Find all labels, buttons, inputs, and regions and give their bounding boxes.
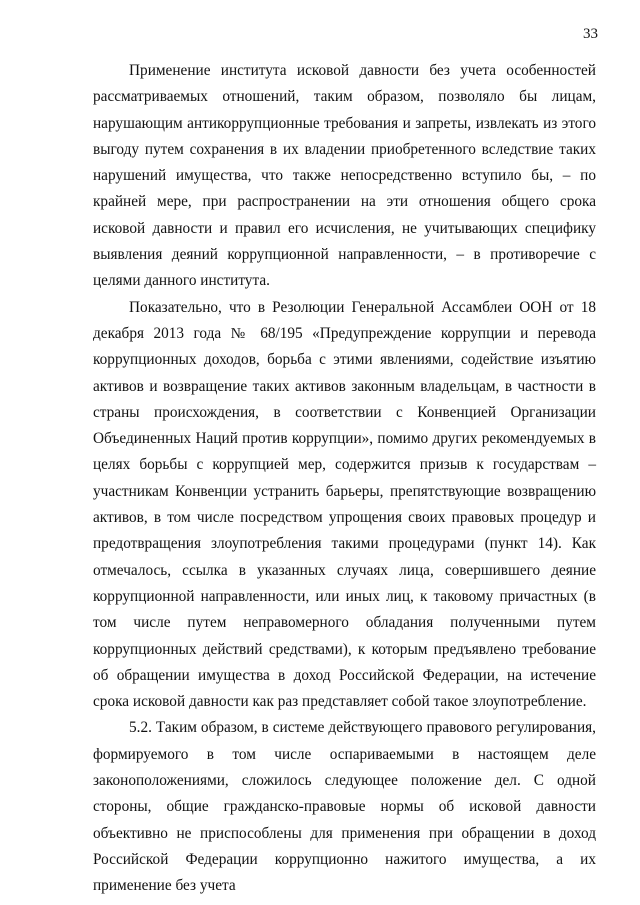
paragraph-1: Применение института исковой давности без учета особенностей рассматриваемых отношений, таким образом, позволяло бы лицам, нарушающим антикоррупционные требования и запреты, извлекать из этого выгоду путем сохранения в их владении приобретенного вследствие таких нарушений имущества, что также непосредственно вступило бы, – по крайней мере, при распространении на эти отношения общего срока исковой давности и правил его исчисления, не учитывающих специфику выявления деяний коррупционной направленности, – в противоречие с целями данного института. xyxy=(93,62,596,290)
page-number: 33 xyxy=(583,26,598,42)
paragraph-2: Показательно, что в Резолюции Генеральной Ассамблеи ООН от 18 декабря 2013 года № 68/195 «Предупреждение коррупции и перевода коррупционных доходов, борьба с этими явлениями, содействие изъятию активов и возвращение таких активов законным владельцам, в частности в страны происхождения, в соответствии с Конвенцией Организации Объединенных Наций против коррупции», помимо других рекомендуемых в целях борьбы с коррупцией мер, содержится призыв к государствам – участникам Конвенции устранить барьеры, препятствующие возвращению активов, в том числе посредством упрощения своих правовых процедур и предотвращения злоупотребления такими процедурами (пункт 14). Как отмечалось, ссылка в указанных случаях лица, совершившего деяние коррупционной направленности, или иных лиц, к таковому причастных (в том числе путем неправомерного обладания полученными путем коррупционных действий средствами), к которым предъявлено требование об обращении имущества в доход Российской Федерации, на истечение срока исковой давности как раз представляет собой такое злоупотребление. xyxy=(93,298,596,711)
paragraph-3: 5.2. Таким образом, в системе действующего правового регулирования, формируемого в том числе оспариваемыми в настоящем деле законоположениями, сложилось следующее положение дел. С одной стороны, общие гражданско-правовые нормы об исковой давности объективно не приспособлены для применения при обращении в доход Российской Федерации коррупционно нажитого имущества, а их применение без учета xyxy=(93,719,596,895)
document-body xyxy=(93,58,596,900)
